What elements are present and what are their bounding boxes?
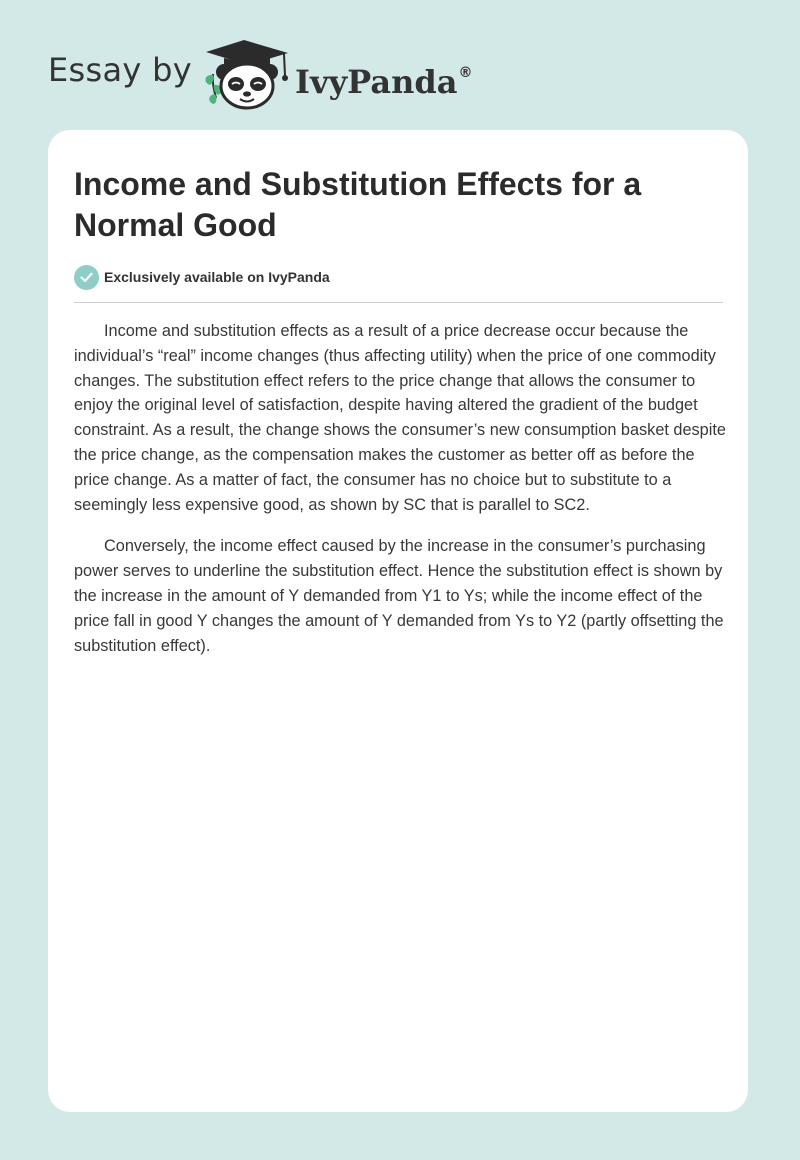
brand-name: IvyPanda — [295, 63, 458, 101]
registered-mark: ® — [458, 65, 473, 81]
brand-logo-text[interactable] — [295, 51, 472, 104]
check-circle-icon — [74, 265, 99, 290]
essay-by-label: Essay by — [48, 51, 192, 89]
paragraph: Income and substitution effects as a result of a price decrease occur because the individual’s “real” income changes (thus affecting utility) when the price of one commodity changes. The substitution effect refers to the price change that allows the consumer to enjoy the original level of satisfaction, despite having altered the gradient of the budget constraint. As a result, the change shows the consumer’s new consumption basket despite the price change, as the compensation makes the customer as better off as before the price change. As a matter of fact, the consumer has no choice but to substitute to a seemingly less expensive good, as shown by SC that is parallel to SC2. — [74, 322, 726, 514]
paragraph: Conversely, the income effect caused by the increase in the consumer’s purchasing power serves to underline the substitution effect. Hence the substitution effect is shown by the increase in the amount of Y demanded from Y1 to Ys; while the income effect of the price fall in good Y changes the amount of Y demanded from Ys to Y2 (partly offsetting the substitution effect). — [74, 537, 724, 655]
panda-graduate-logo-icon[interactable] — [200, 34, 292, 110]
exclusive-label: Exclusively available on IvyPanda — [104, 269, 330, 285]
title-divider — [74, 302, 723, 303]
essay-card — [48, 130, 748, 1112]
site-header — [0, 0, 800, 130]
exclusive-badge — [74, 264, 330, 290]
essay-title: Income and Substitution Effects for a Normal Good — [74, 166, 642, 243]
essay-body — [74, 319, 726, 675]
